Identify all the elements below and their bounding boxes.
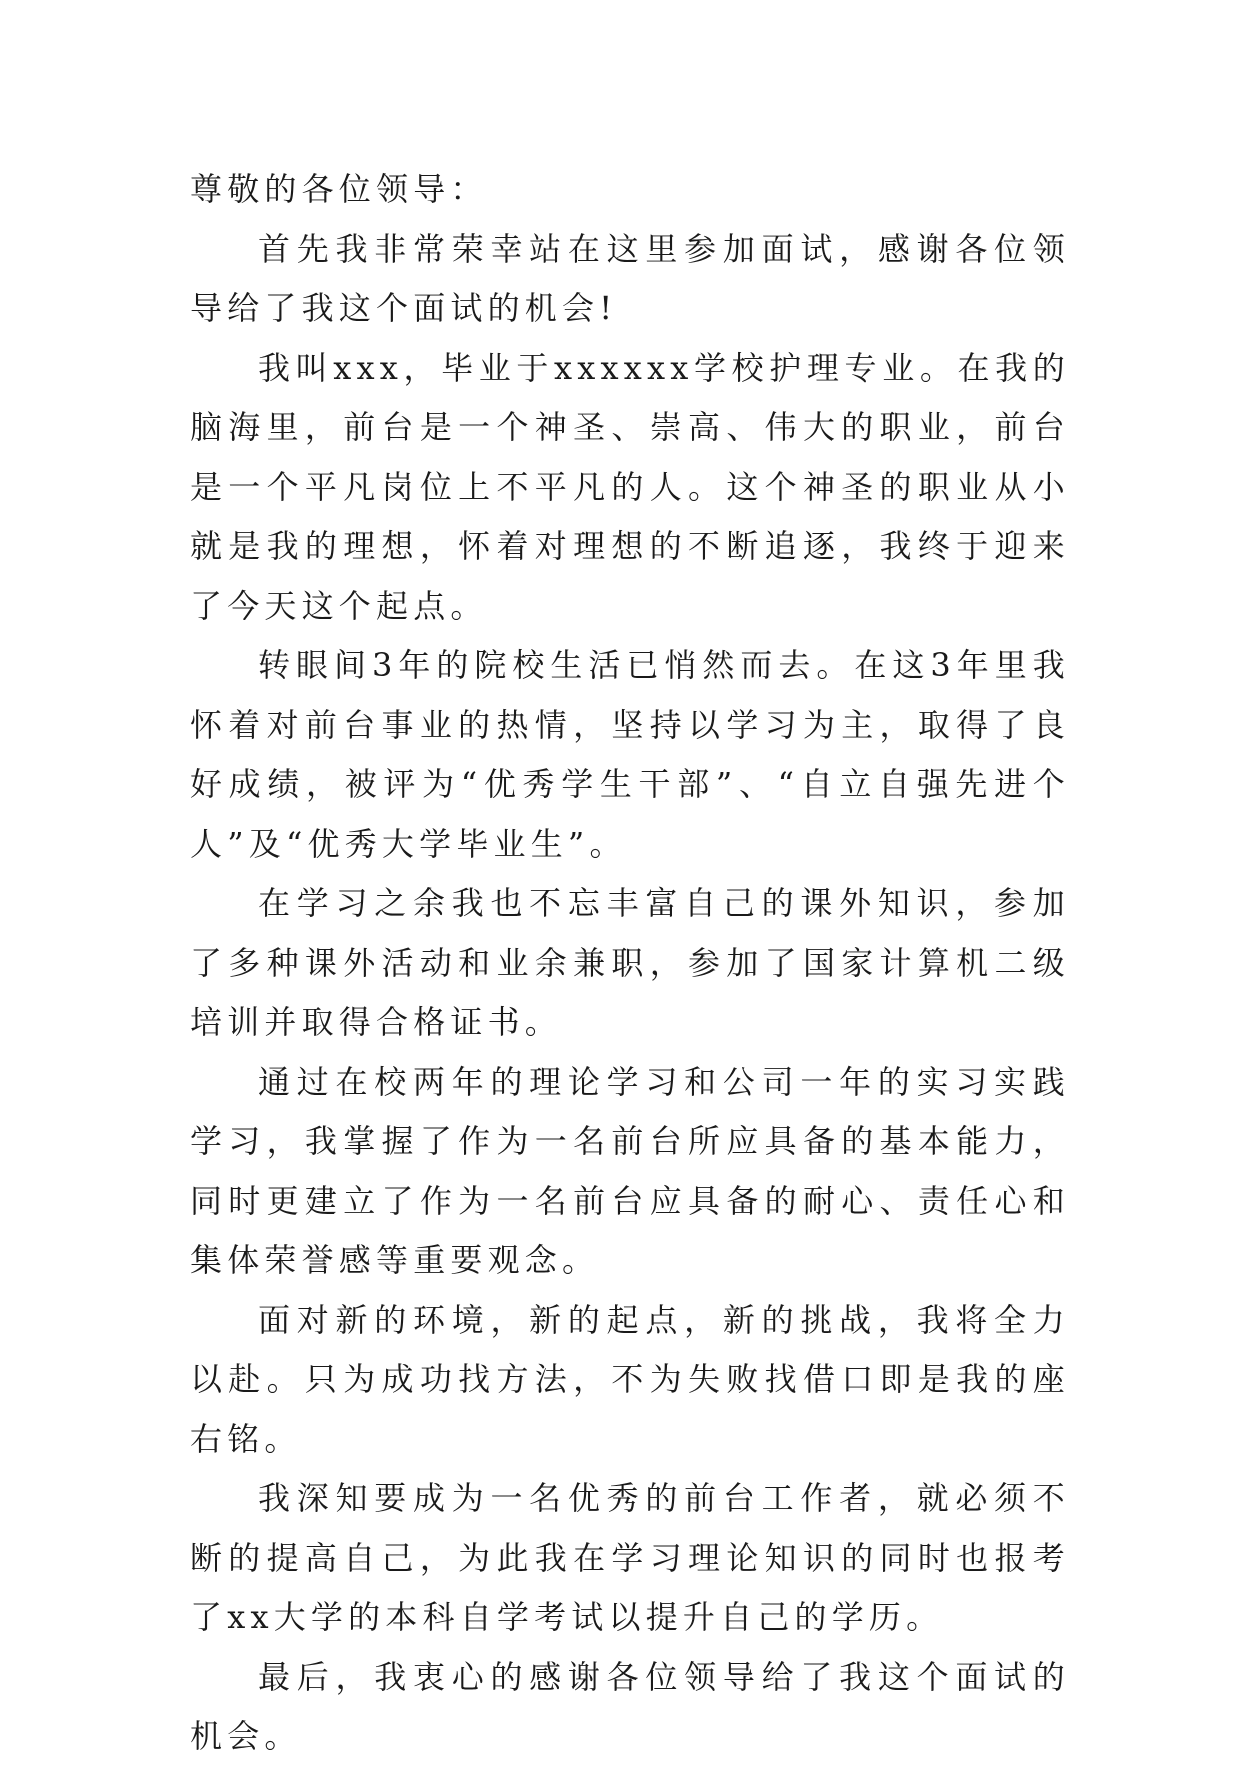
paragraph-motto: 面对新的环境，新的起点，新的挑战，我将全力以赴。只为成功找方法，不为失败找借口即是我的座右铭。	[190, 1300, 1070, 1458]
paragraph-internship: 通过在校两年的理论学习和公司一年的实习实践学习，我掌握了作为一名前台所应具备的基本能力，同时更建立了作为一名前台应具备的耐心、责任心和集体荣誉感等重要观念。	[190, 1062, 1070, 1279]
paragraph-introduction: 我叫xxx，毕业于xxxxxx学校护理专业。在我的脑海里，前台是一个神圣、崇高、伟大的职业，前台是一个平凡岗位上不平凡的人。这个神圣的职业从小就是我的理想，怀着对理想的不断追逐，我终于迎来了今天这个起点。	[190, 348, 1070, 625]
salutation: 尊敬的各位领导：	[190, 170, 488, 208]
paragraph-school-life: 转眼间3年的院校生活已悄然而去。在这3年里我怀着对前台事业的热情，坚持以学习为主，取得了良好成绩，被评为“优秀学生干部”、“自立自强先进个人”及“优秀大学毕业生”。	[190, 646, 1070, 863]
paragraph-self-improvement: 我深知要成为一名优秀的前台工作者，就必须不断的提高自己，为此我在学习理论知识的同时也报考了xx大学的本科自学考试以提升自己的学历。	[190, 1479, 1070, 1636]
paragraph-extracurricular: 在学习之余我也不忘丰富自己的课外知识，参加了多种课外活动和业余兼职，参加了国家计算机二级培训并取得合格证书。	[190, 884, 1070, 1041]
paragraph-closing: 最后，我衷心的感谢各位领导给了我这个面试的机会。	[190, 1657, 1070, 1755]
document-body	[190, 160, 1070, 1767]
paragraph-opening: 首先我非常荣幸站在这里参加面试，感谢各位领导给了我这个面试的机会!	[190, 229, 1070, 327]
